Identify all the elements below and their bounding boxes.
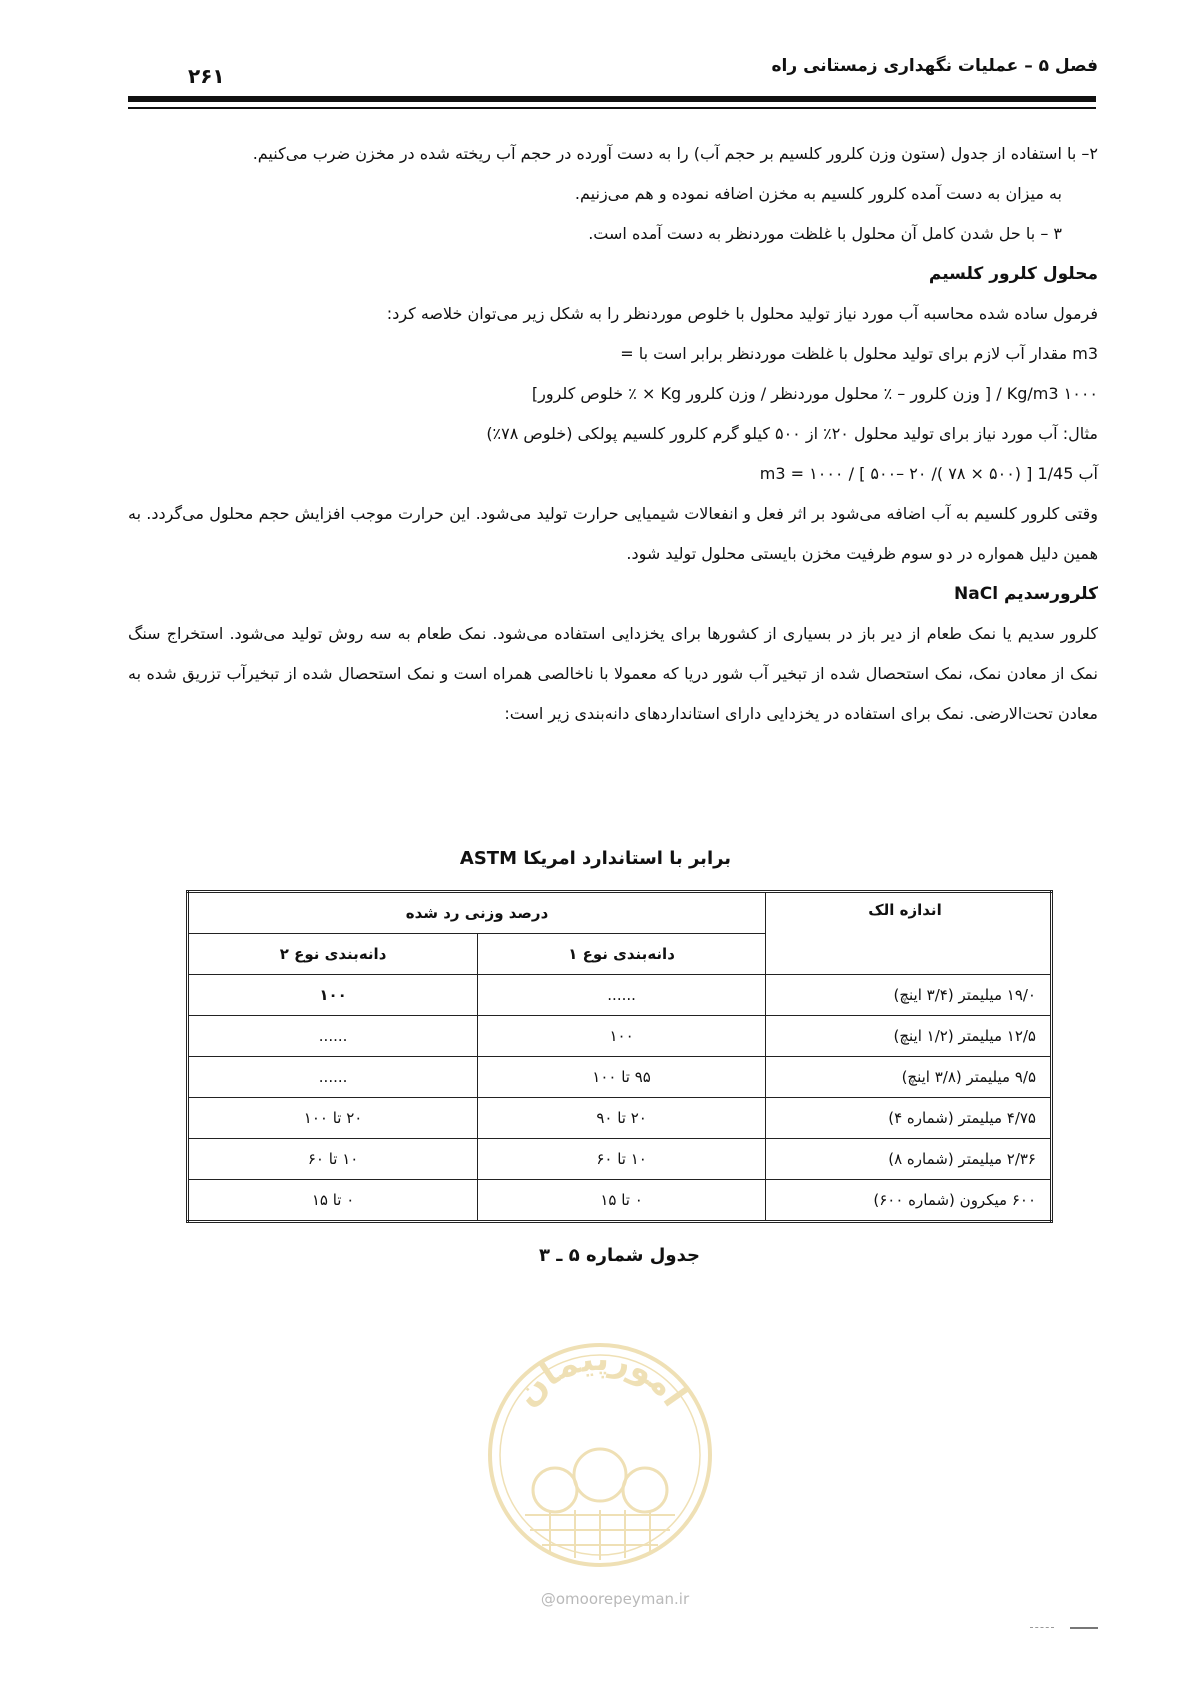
step-3: ۳ – با حل شدن کامل آن محلول با غلظت موردنظر به دست آمده است. — [588, 224, 1062, 243]
cell-type-1: ۲۰ تا ۹۰ — [478, 1098, 766, 1139]
header-rule-thick — [128, 96, 1096, 102]
cell-size: ۶۰۰ میکرون (شماره ۶۰۰) — [766, 1180, 1052, 1222]
example-calculation: آب 1/45 m3 = ۱۰۰۰ / [ ۵۰۰– ۲۰ /( ۷۸ × ۵۰۰) ] — [759, 464, 1098, 483]
body-text — [128, 134, 1098, 734]
header-type-2: دانه‌بندی نوع ۲ — [188, 934, 478, 975]
table-row — [188, 1057, 1052, 1098]
svg-text:امورپیمان — [507, 1339, 694, 1414]
heading-calcium-chloride: محلول کلرور کلسیم — [928, 264, 1098, 284]
cell-size: ۱۹/۰ میلیمتر (۳/۴ اینچ) — [766, 975, 1052, 1016]
table-caption: جدول شماره ۵ ـ ۳ — [539, 1245, 700, 1266]
header-type-1: دانه‌بندی نوع ۱ — [478, 934, 766, 975]
table-row — [188, 975, 1052, 1016]
corner-mark-dash — [1070, 1627, 1098, 1629]
nacl-paragraph: کلرور سدیم یا نمک طعام از دیر باز در بسیاری از کشورها برای یخزدایی استفاده می‌شود. نمک طعام به سه روش تولید می‌شود. استخراج سنگ نمک از معادن نمک، نمک استحصال شده از تبخیر آب شور دریا که معمولا با ناخالصی همراه است و نمک استحصال شده از تبخیرآب تزریق شده به معادن تحت‌الارضی. نمک برای استفاده در یخزدایی دارای استانداردهای دانه‌بندی زیر است: — [128, 624, 1098, 723]
example: مثال: آب مورد نیاز برای تولید محلول ۲۰٪ از ۵۰۰ کیلو گرم کلرور کلسیم پولکی (خلوص ۷۸٪) — [486, 424, 1098, 443]
header-percent-passing: درصد وزنی رد شده — [188, 892, 766, 934]
watermark-site: @omoorepeyman.ir — [540, 1590, 690, 1608]
cell-type-2: ...... — [188, 1057, 478, 1098]
corner-mark-dots — [1030, 1627, 1054, 1628]
table-title: برابر با استاندارد امریکا ASTM — [459, 848, 732, 869]
cell-type-2: ...... — [188, 1016, 478, 1057]
step-2: ۲– با استفاده از جدول (ستون وزن کلرور کلسیم بر حجم آب) را به دست آورده در حجم آب ریخته شده در مخزن ضرب می‌کنیم. — [252, 144, 1098, 163]
cell-type-1: ۹۵ تا ۱۰۰ — [478, 1057, 766, 1098]
gradation-table — [186, 890, 1053, 1223]
cell-type-1: ۱۰ تا ۶۰ — [478, 1139, 766, 1180]
cell-size: ۹/۵ میلیمتر (۳/۸ اینچ) — [766, 1057, 1052, 1098]
header-rule-thin — [128, 107, 1096, 109]
heading-sodium-chloride: کلرورسدیم NaCl — [954, 584, 1098, 604]
cell-type-2: ۰ تا ۱۵ — [188, 1180, 478, 1222]
table-row — [188, 1139, 1052, 1180]
formula-line-1: m3 مقدار آب لازم برای تولید محلول با غلظت موردنظر برابر است با = — [620, 344, 1098, 363]
cell-type-1: ۰ تا ۱۵ — [478, 1180, 766, 1222]
header-sieve-size: اندازه الک — [766, 892, 1052, 975]
watermark-logo-text: امورپیمان — [506, 1338, 695, 1415]
formula-intro: فرمول ساده شده محاسبه آب مورد نیاز تولید محلول با خلوص موردنظر را به شکل زیر می‌توان خلاصه کرد: — [386, 304, 1098, 323]
watermark-seal-icon — [480, 1330, 720, 1580]
cell-type-2: ۱۰۰ — [188, 975, 478, 1016]
table-row — [188, 1016, 1052, 1057]
cell-size: ۴/۷۵ میلیمتر (شماره ۴) — [766, 1098, 1052, 1139]
step-2-continued: به میزان به دست آمده کلرور کلسیم به مخزن اضافه نموده و هم می‌زنیم. — [574, 184, 1062, 203]
cell-size: ۲/۳۶ میلیمتر (شماره ۸) — [766, 1139, 1052, 1180]
page-number: ۲۶۱ — [188, 64, 225, 88]
cell-type-2: ۲۰ تا ۱۰۰ — [188, 1098, 478, 1139]
table-row — [188, 1098, 1052, 1139]
formula-line-2: Kg/m3 ۱۰۰۰ / [ وزن کلرور – ٪ محلول موردنظر / وزن کلرور Kg × ٪ خلوص کلرور] — [531, 384, 1098, 403]
chapter-title: فصل ۵ – عملیات نگهداری زمستانی راه — [771, 56, 1098, 76]
cell-size: ۱۲/۵ میلیمتر (۱/۲ اینچ) — [766, 1016, 1052, 1057]
cell-type-2: ۱۰ تا ۶۰ — [188, 1139, 478, 1180]
heat-paragraph: وقتی کلرور کلسیم به آب اضافه می‌شود بر اثر فعل و انفعالات شیمیایی حرارت تولید می‌شود. این حرارت موجب افزایش حجم محلول می‌گردد. به همین دلیل همواره در دو سوم ظرفیت مخزن بایستی محلول تولید شود. — [128, 504, 1098, 563]
cell-type-1: ۱۰۰ — [478, 1016, 766, 1057]
cell-type-1: ...... — [478, 975, 766, 1016]
table-row — [188, 1180, 1052, 1222]
